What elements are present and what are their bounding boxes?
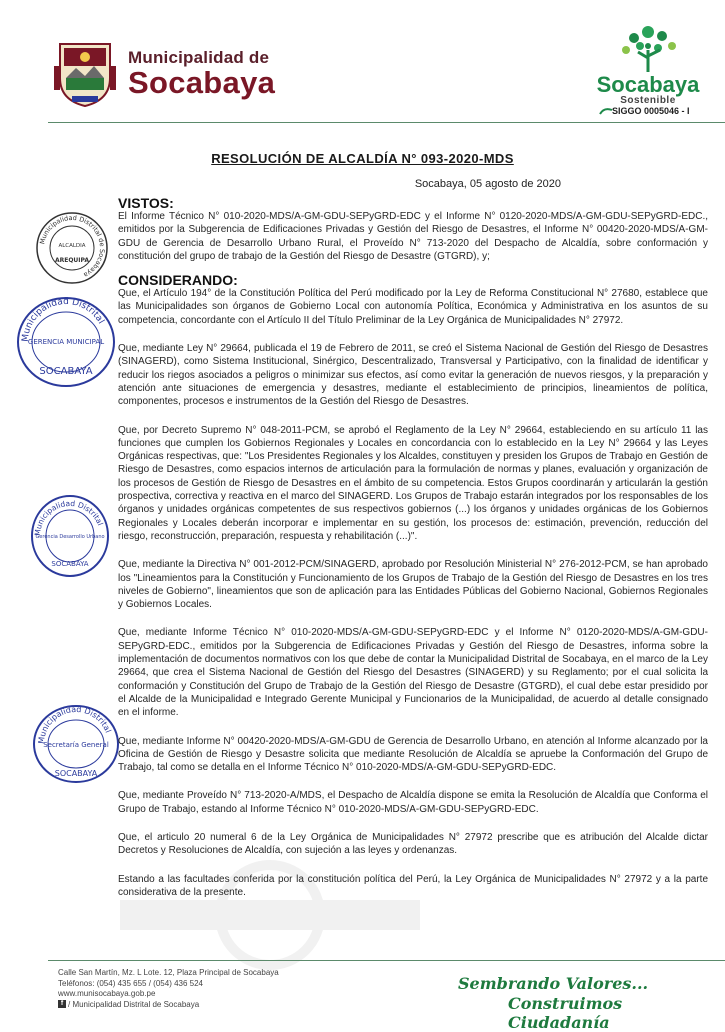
letterhead: [0, 0, 725, 130]
footer-website: www.munisocabaya.gob.pe: [58, 989, 156, 998]
vistos-heading: VISTOS:: [118, 195, 174, 211]
brand-subtitle: Municipalidad de: [128, 48, 270, 67]
secretaria-general-stamp-icon: [32, 704, 120, 784]
considerando-paragraph: Que, mediante Informe Técnico N° 010-2020-MDS/A-GM-GDU-SEPyGRD-EDC y el Informe N° 0120-2020-MDS/A-GM-GDU-SEPyGRD-EDC., emitidos por la Subgerencia de Edificaciones Privadas y Gestión del Riesgo de Desastres, informa sobre la implementación de documentos normativos con los que debe de contar la Municipalidad Distrital de Socabaya, en el marco de la Ley 29664, que crea el Sistema Nacional de Gestión del Riesgo del Desastres (SINAGERD) y su Reglamento; por el cual solicita la conformación y Constitución del Grupo de Trabajo de la Gestión del Riesgo de Desastre (GTGRD), el cual debe estar presidido por el Alcalde de la Municipalidad e Integrado Gerente Municipal y Funcionarios de la Municipalidad, de acuerdo al detalle consignado en el informe.: [118, 627, 708, 719]
stamp-inner-text: Gerencia Desarrollo Urbano: [35, 534, 105, 540]
alcaldia-seal-icon: [34, 210, 110, 286]
seal-inner-text: ALCALDIA: [58, 243, 86, 249]
gerencia-desarrollo-stamp-icon: [30, 494, 110, 578]
stamp-ring-text: Municipalidad Distrital: [32, 498, 105, 537]
considerando-paragraph: Que, el articulo 20 numeral 6 de la Ley Orgánica de Municipalidades N° 27972 prescribe que es atribución del Alcalde dictar Decretos y Resoluciones de Alcaldía, con sujeción a las leyes y ordenanzas.: [118, 831, 708, 857]
footer-address: Calle San Martín, Mz. L Lote. 12, Plaza Principal de Socabaya: [58, 968, 279, 977]
gerencia-municipal-stamp-icon: [14, 292, 118, 388]
considerando-paragraph: Estando a las facultades conferida por la constitución política del Perú, la Ley Orgánica de Municipalidades N° 27972 y a la parte considerativa de la presente.: [118, 873, 708, 898]
resolution-date: Socabaya, 05 agosto de 2020: [414, 178, 561, 190]
stamp-ring-text: Municipalidad Distrital: [36, 704, 113, 745]
header-divider: [48, 122, 725, 123]
considerando-paragraph: Que, mediante Informe N° 00420-2020-MDS/A-GM-GDU de Gerencia de Desarrollo Urbano, en atención al Informe alcanzado por la Oficina de Gestión de Riesgo y Desastre solicita que mediante Resolución de Alcaldía se apruebe la Conformación del Grupo de Trabajo, tal como se detalla en el Informe Técnico N° 010-2020-MDS/A-GM-GDU-SEPyGRD-EDC.: [118, 735, 708, 774]
sustainable-subtitle: Sostenible: [620, 95, 676, 106]
brand-wordmark: [128, 48, 275, 98]
resolution-title: RESOLUCIÓN DE ALCALDÍA N° 093-2020-MDS: [211, 151, 514, 166]
footer-divider: [48, 960, 725, 961]
seal-ring-text: Municipalidad Distrital de Socabaya: [38, 213, 107, 280]
considerando-heading: CONSIDERANDO:: [118, 272, 238, 289]
considerando-paragraph: Que, mediante Proveído N° 713-2020-A/MDS, el Despacho de Alcaldía dispone se emita la Resolución de Alcaldía que Conforma el Grupo de Trabajo, estando al Informe Técnico N° 010-2020-MDS/A-GM-GDU-SEPyGRD-EDC.: [118, 790, 708, 815]
municipality-crest-icon: [52, 38, 118, 108]
stamp-ring-text: Municipalidad Distrital: [20, 296, 106, 343]
svg-text:Municipalidad Distrital: [21, 297, 106, 342]
stamp-bottom-text: SOCABAYA: [39, 366, 93, 377]
stamp-bottom-text: SOCABAYA: [51, 560, 89, 568]
stamp-bottom-text: SOCABAYA: [54, 769, 98, 778]
stamp-inner-text: Secretaría General: [43, 741, 109, 749]
facebook-icon: f: [58, 1000, 66, 1008]
stamp-inner-text: GERENCIA MUNICIPAL: [27, 338, 105, 346]
footer-facebook: / Municipalidad Distrital de Socabaya: [68, 999, 200, 1009]
considerando-paragraph: Que, por Decreto Supremo N° 048-2011-PCM, se aprobó el Reglamento de la Ley N° 29664, estableciendo en su artículo 11 las funciones que cumplen los Gobiernos Regionales y Locales en concordancia con lo establecido en la Ley N° 29664 y las Leyes Orgánicas respectivas, que: "Los Presidentes Regionales y los Alcaldes, constituyen y presiden los Grupos de Trabajo en Gestión de Riesgo de Desastres, como espacios internos de articulación para la formulación de normas y planes, evaluación y organización de los procesos de Gestión de Riesgo de Desastres en el ámbito de su competencia. Estos Grupos coordinarán y articularán la gestión prospectiva, correctiva y reactiva en el marco del SINAGERD. Los Grupos de Trabajo estarán integrados por los responsables de los órganos y unidades orgánicas competentes de sus respectivos gobiernos (...) los órganos y unidades orgánicas de los Gobiernos Regionales y Locales deberán incorporar e implementar en su gestión, los procesos de: estimación, prevención, reducción del riesgo, reconstrucción, preparación, respuesta y rehabilitación (...)".: [118, 424, 708, 542]
sustainable-title: Socabaya: [596, 72, 700, 97]
considerando-paragraph: Que, mediante Ley N° 29664, publicada el 19 de Febrero de 2011, se creó el Sistema Nacional de Gestión del Riesgo de Desastres (SINAGERD), como Sistema Institucional, Sinérgico, Descentralizado, Transversal y Participativo, con la finalidad de identificar y reducir los riegos asociados a peligros o minimizar sus efectos, así como evitar la generación de nuevos riesgos, y la preparación y atención ante situaciones de emergencia y desastres, mediante el establecimiento de principios, lineamientos de política, componentes, procesos e instrumentos de la Gestión del Riesgo de Desastres.: [118, 343, 708, 408]
resolution-body: [118, 196, 708, 899]
vistos-paragraph: El Informe Técnico N° 010-2020-MDS/A-GM-GDU-SEPyGRD-EDC y el Informe N° 0120-2020-MDS/A-GM-GDU-SEPyGRD-EDC., emitidos por la Subgerencia de Edificaciones Privadas y Gestión del Riesgo de Desastres, el Informe N° 00420-2020-MDS/A-GM-GDU de Gerencia de Desarrollo Urbano Rural, el Proveído N° 713-2020 del Despacho de Alcaldía, sobre conformación y constitución del grupo de trabajo de la Gestión del Riesgo de Desastre (GTGRD), y;: [118, 211, 708, 262]
considerando-paragraph: Que, mediante la Directiva N° 001-2012-PCM/SINAGERD, aprobado por Resolución Ministerial N° 276-2012-PCM, se han aprobado los "Lineamientos para la Constitución y Funcionamiento de los Grupos de Trabajo de la Gestión del Riesgo de Desastres en los tres niveles de Gobierno", lineamientos que son de aplicación para las Entidades Públicas del Gobierno Nacional, Gobiernos Regionales y Gobiernos Locales.: [118, 559, 708, 611]
seal-bottom-text: AREQUIPA: [54, 257, 90, 264]
certification-code: SIGGO 0005046 - I: [612, 106, 690, 116]
footer-contact: [58, 968, 279, 1010]
footer-slogan-line-2: Construimos Ciudadanía: [508, 994, 623, 1032]
brand-title: Socabaya: [128, 65, 276, 100]
footer-phones: Teléfonos: (054) 435 655 / (054) 436 524: [58, 978, 203, 988]
footer-slogan-line-1: Sembrando Valores...: [458, 974, 649, 993]
considerando-paragraph: Que, el Artículo 194° de la Constitución Política del Perú modificado por la Ley de Reforma Constitucional N° 27680, establece que las Municipalidades son órganos de Gobierno Local con autonomía Política, Económica y Administrativa en los asuntos de su competencia, concordante con el Artículo II del Título Preliminar de la Ley Orgánica de Municipalidades N° 27972.: [118, 288, 708, 326]
